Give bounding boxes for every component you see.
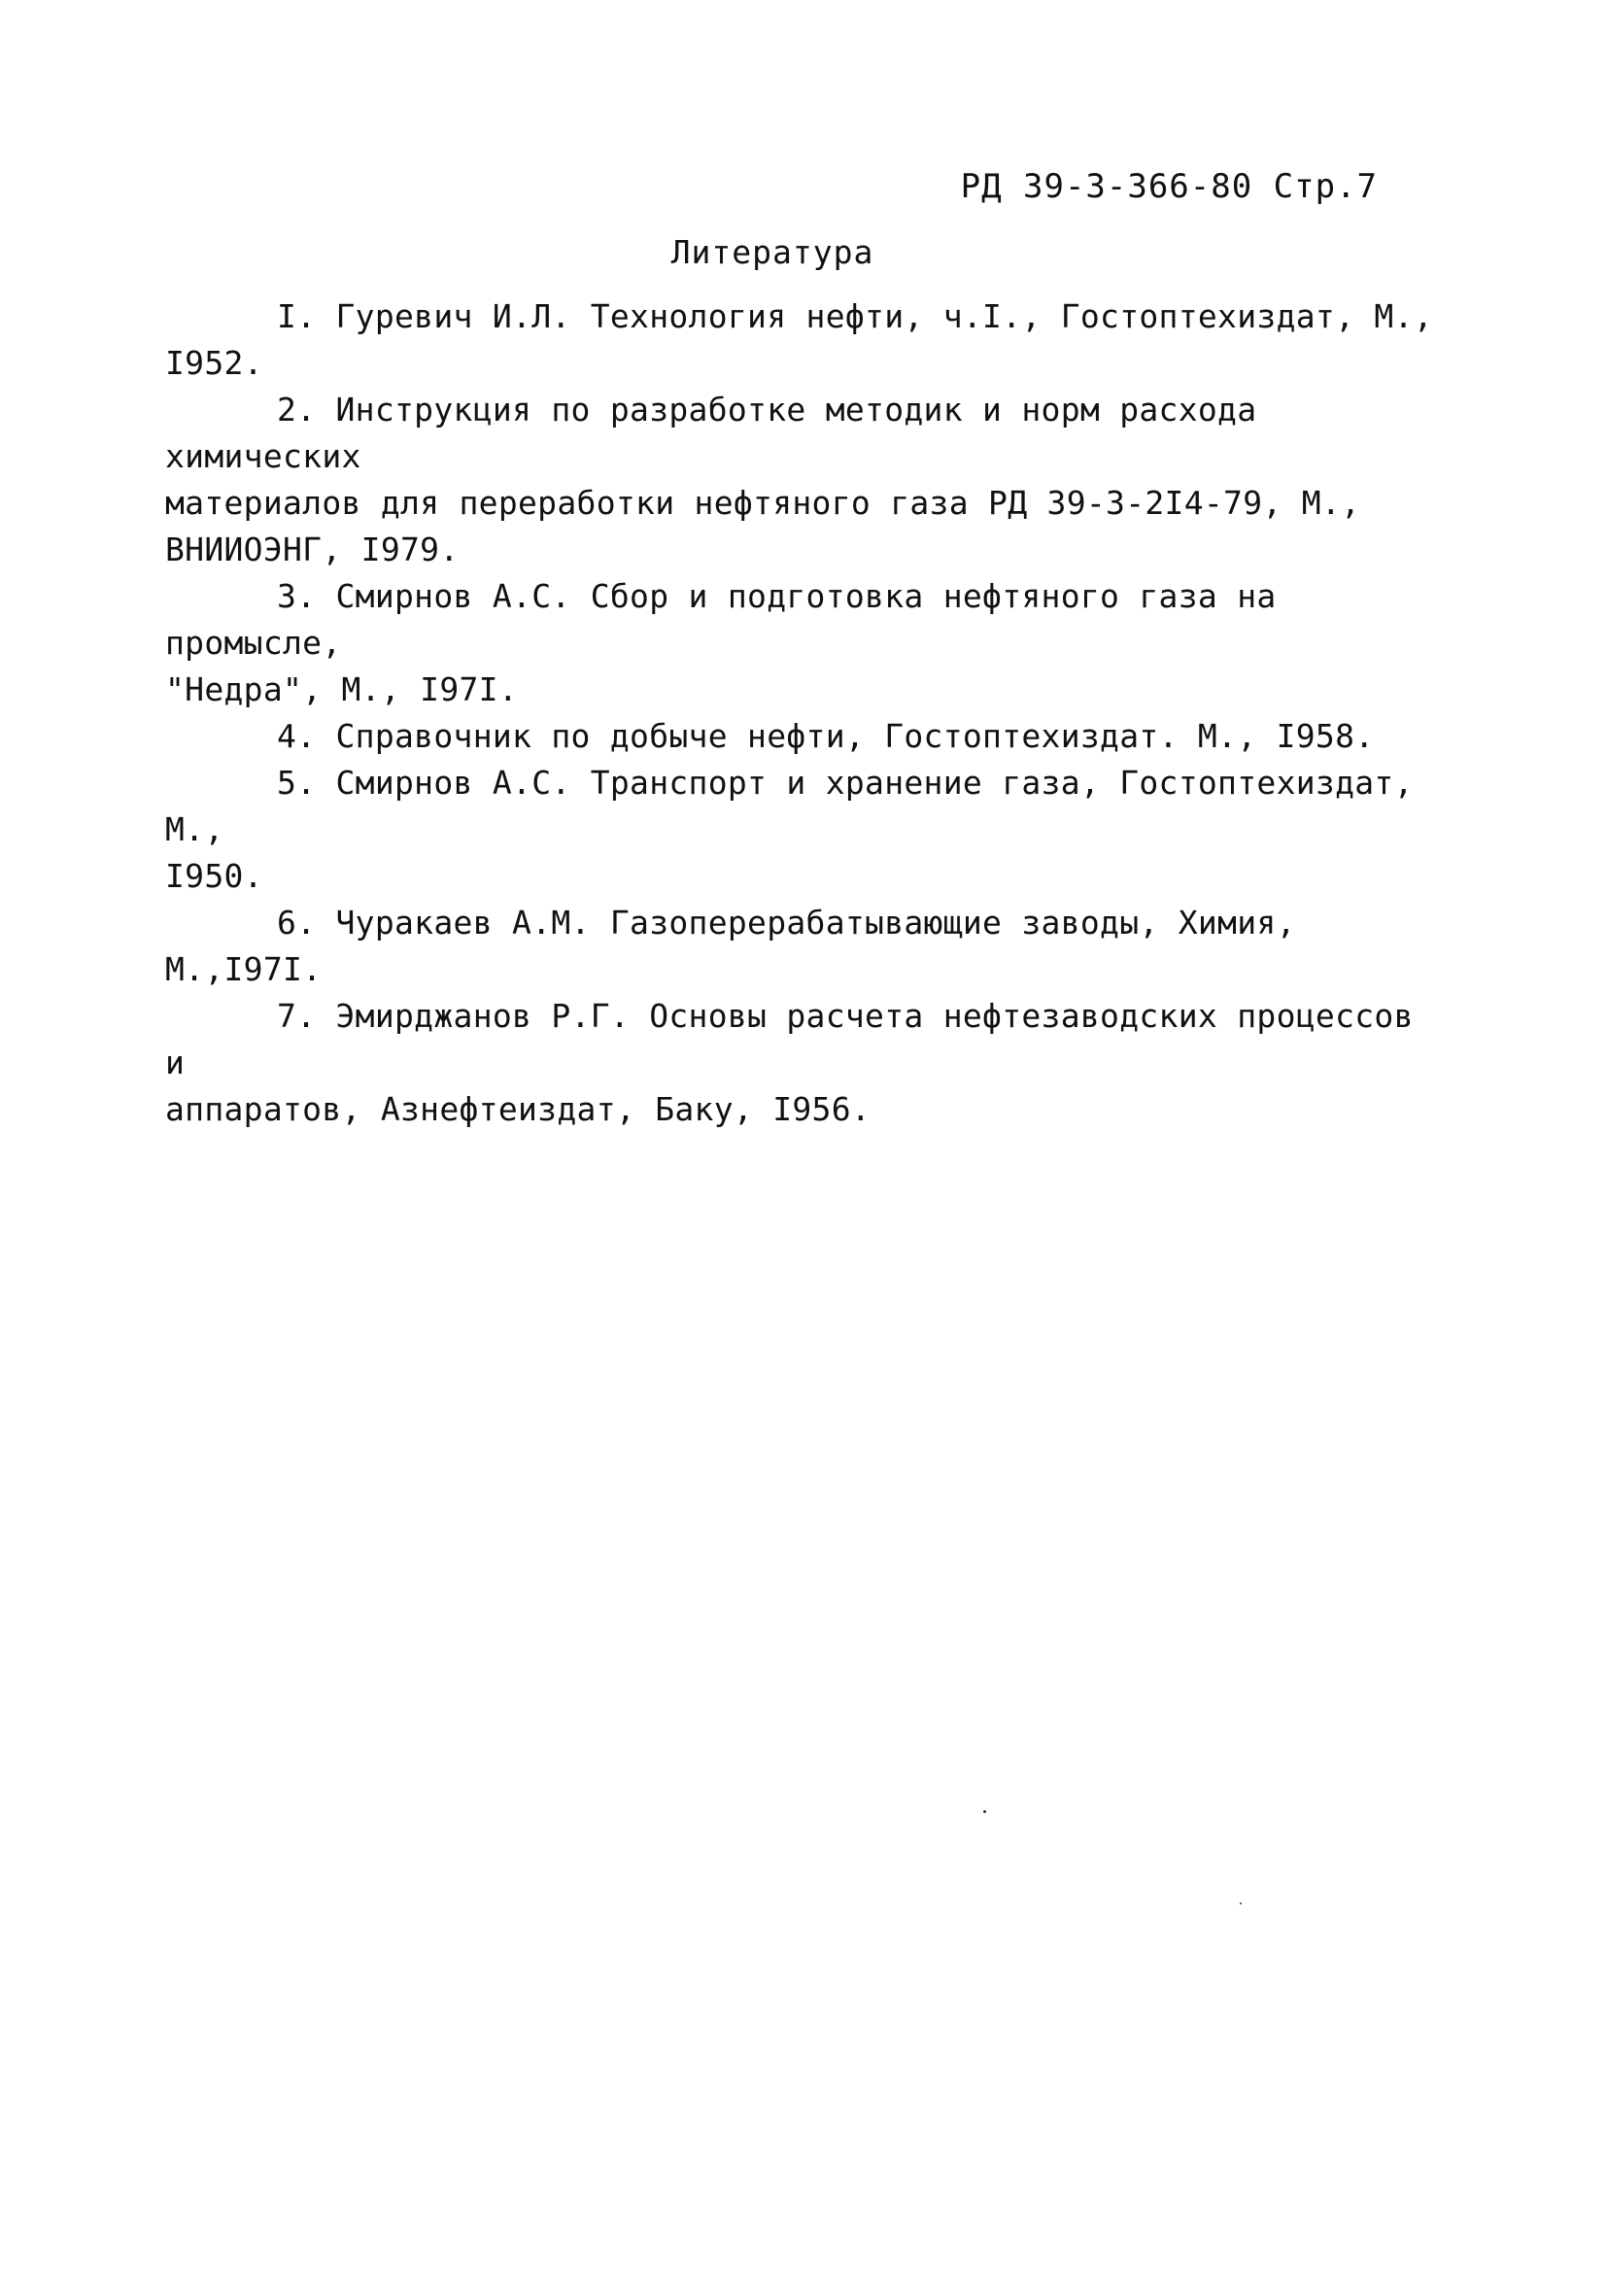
reference-number: 5. [277,764,317,802]
reference-number: 2. [277,391,317,428]
reference-number: 6. [277,904,317,942]
reference-text-line: материалов для переработки нефтяного газа РД 39-3-2I4-79, М., [165,484,1361,522]
scan-speck [1240,1902,1242,1904]
reference-item-1 [165,293,1448,387]
reference-text-line: Смирнов А.С. Сбор и подготовка нефтяного газа на промысле, [165,577,1296,662]
reference-text-line: Эмирджанов Р.Г. Основы расчета нефтезаводских процессов и [165,997,1433,1081]
reference-number: 7. [277,997,317,1035]
reference-text-line: I950. [165,857,263,895]
reference-item-3 [165,573,1448,713]
reference-item-4 [165,713,1448,760]
reference-item-5 [165,760,1448,900]
reference-item-2 [165,387,1448,573]
reference-list [165,293,1448,1133]
reference-text-line: Смирнов А.С. Транспорт и хранение газа, Гостоптехиздат, М., [165,764,1433,848]
reference-text-line: Гуревич И.Л. Технология нефти, ч.I., Гостоптехиздат, М., [335,297,1433,335]
section-title: Литература [670,233,874,271]
reference-item-6 [165,900,1448,993]
reference-number: 4. [277,717,317,755]
reference-text-line: Справочник по добыче нефти, Гостоптехиздат. М., I958. [335,717,1375,755]
reference-text-line: ВНИИОЭНГ, I979. [165,531,460,568]
scan-speck [983,1810,986,1813]
reference-number: I. [277,297,317,335]
reference-text-line: Инструкция по разработке методик и норм расхода химических [165,391,1277,475]
reference-text-line: аппаратов, Азнефтеиздат, Баку, I956. [165,1090,872,1128]
reference-number: 3. [277,577,317,615]
reference-text-line: Чуракаев А.М. Газоперерабатывающие заводы, Химия, М.,I97I. [165,904,1316,988]
reference-item-7 [165,993,1448,1133]
document-code-header: РД 39-3-366-80 Стр.7 [960,167,1378,206]
reference-text-line: I952. [165,344,263,382]
reference-text-line: "Недра", М., I97I. [165,670,519,708]
